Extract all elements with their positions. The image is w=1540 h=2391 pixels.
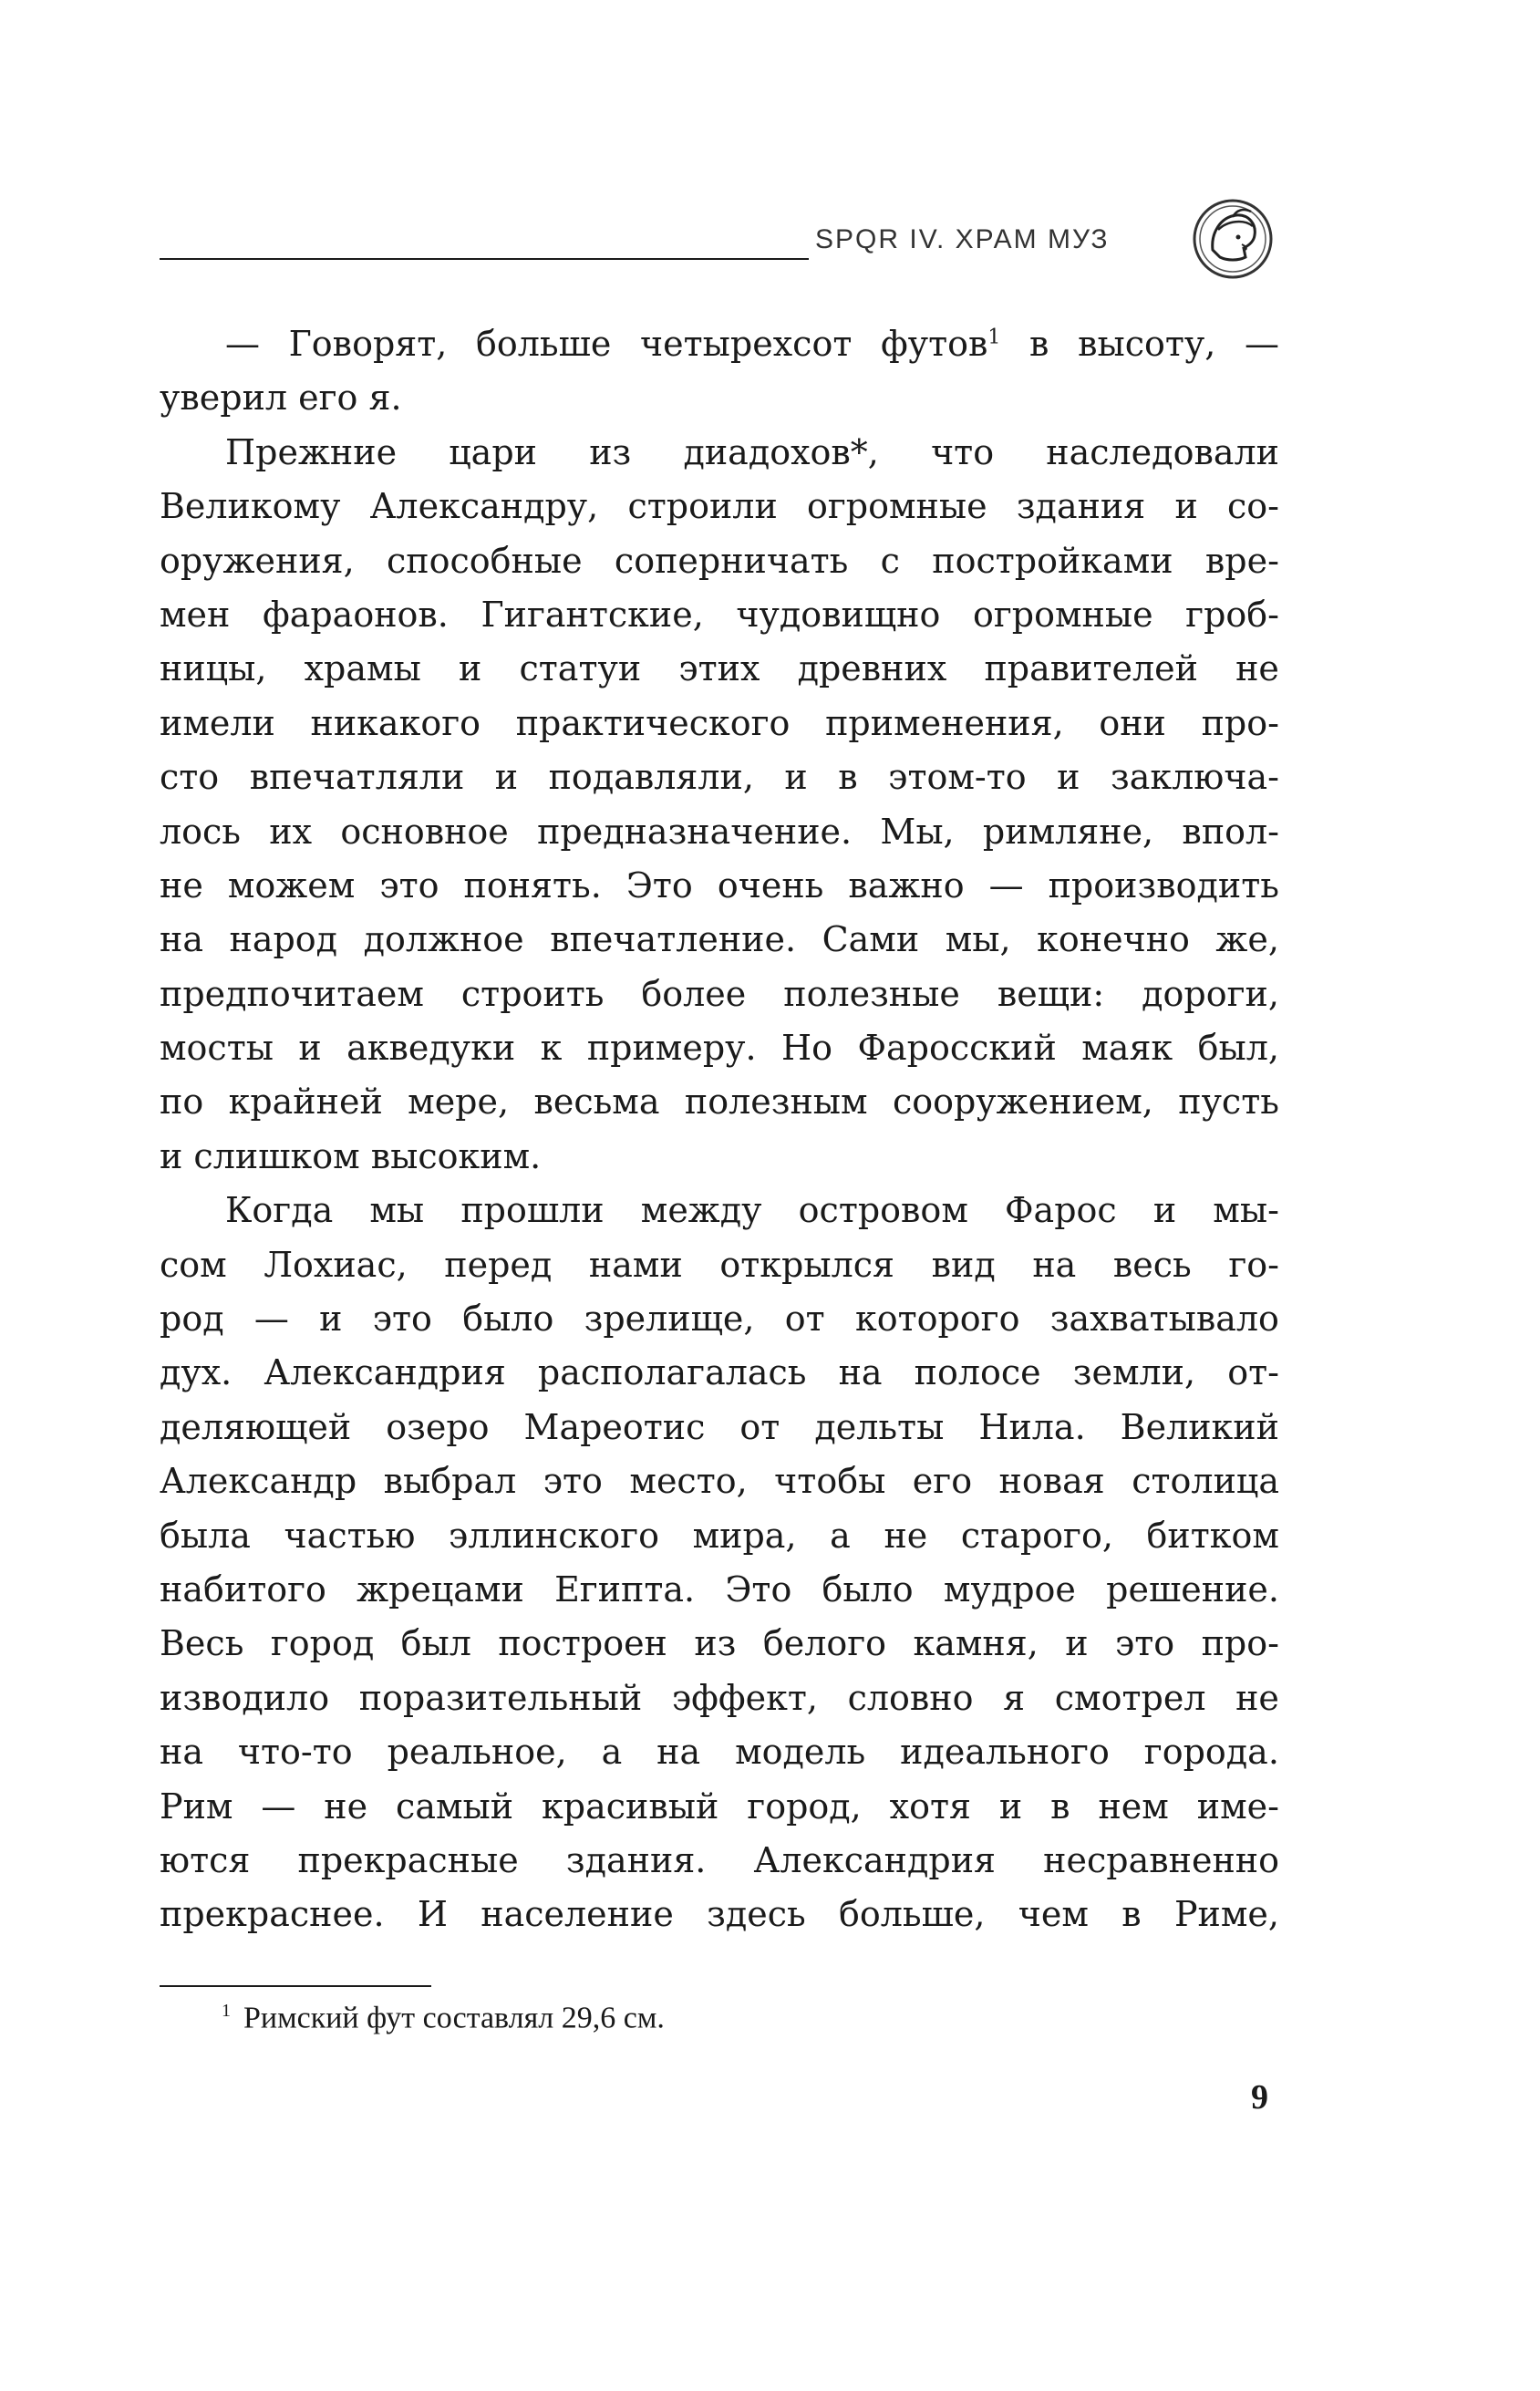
word: подавляли, — [548, 757, 754, 798]
word: идеального — [900, 1732, 1110, 1773]
word: здесь — [707, 1894, 806, 1935]
word: эллинского — [449, 1515, 659, 1556]
word: полезным — [684, 1082, 868, 1123]
text-line — [160, 1563, 1279, 1617]
word: они — [1099, 702, 1166, 743]
word: Великому — [160, 486, 341, 527]
text-line — [160, 1509, 1279, 1563]
text-line — [160, 1292, 1279, 1346]
word: хотя — [889, 1785, 971, 1827]
word: Риме, — [1173, 1894, 1279, 1935]
word: конечно — [1037, 919, 1190, 960]
word: гроб- — [1185, 594, 1279, 635]
word: вещи: — [997, 973, 1105, 1014]
word: земли, — [1072, 1352, 1196, 1393]
word: мы — [369, 1190, 425, 1231]
word: жрецами — [357, 1568, 524, 1610]
word: его — [912, 1461, 973, 1502]
word: И — [417, 1894, 448, 1935]
word: же, — [1215, 919, 1279, 960]
footnote — [222, 2001, 665, 2035]
word: статуи — [519, 648, 642, 689]
text-line — [160, 1130, 1279, 1184]
word: этом-то — [888, 757, 1027, 798]
word: а — [601, 1732, 623, 1773]
word: от — [784, 1299, 825, 1340]
word: столица — [1132, 1461, 1279, 1502]
word: Александру, — [369, 486, 599, 527]
word: мы, — [945, 919, 1011, 960]
word: про- — [1201, 1623, 1279, 1664]
word: не — [160, 864, 203, 906]
word: от — [739, 1406, 780, 1447]
text-line — [160, 805, 1279, 859]
word: чем — [1018, 1894, 1089, 1935]
word: весь — [1112, 1244, 1192, 1285]
text-line — [160, 480, 1279, 533]
word: поразительный — [358, 1677, 643, 1718]
word: диадохов*, — [683, 431, 879, 472]
word: город — [270, 1623, 375, 1664]
word: маяк — [1081, 1028, 1173, 1069]
word: Великий — [1120, 1406, 1279, 1447]
word: способные — [387, 540, 583, 581]
word: весьма — [533, 1082, 660, 1123]
word: римляне, — [982, 811, 1154, 852]
word: можем — [227, 864, 356, 906]
text-line — [160, 1184, 1279, 1237]
word: от- — [1227, 1352, 1279, 1393]
helmeted-head-medallion-icon — [1191, 197, 1275, 281]
word: в — [838, 757, 858, 798]
word: Египта. — [554, 1568, 696, 1610]
word: го- — [1228, 1244, 1279, 1285]
word: это — [543, 1461, 603, 1502]
word: Александрия — [264, 1352, 506, 1393]
word: чудовищно — [736, 594, 941, 635]
word: примеру. — [586, 1028, 757, 1069]
text-line — [160, 1401, 1279, 1454]
word: Мареотис — [523, 1406, 706, 1447]
word: прекрасные — [297, 1839, 519, 1880]
word: изводило — [160, 1677, 330, 1718]
word: захватывало — [1049, 1299, 1279, 1340]
word: сооружением, — [892, 1082, 1153, 1123]
word: мосты — [160, 1028, 274, 1069]
word: про- — [1201, 702, 1279, 743]
word: огромные — [972, 594, 1153, 635]
word: мере, — [408, 1082, 510, 1123]
word: предназначение. — [537, 811, 853, 852]
word: строить — [460, 973, 605, 1014]
word: несравненно — [1043, 1839, 1279, 1880]
word: Рим — [160, 1785, 233, 1827]
word: и — [319, 1299, 343, 1340]
word: сом — [160, 1244, 227, 1285]
text-line — [160, 371, 1279, 425]
word: и — [1065, 1623, 1089, 1664]
word: набитого — [160, 1568, 326, 1610]
word: Прежние — [225, 431, 398, 472]
word: был, — [1197, 1028, 1279, 1069]
word: было — [822, 1568, 914, 1610]
word: Александр — [160, 1461, 357, 1502]
main-text — [160, 317, 1279, 1942]
word: пусть — [1178, 1082, 1279, 1123]
word: мен — [160, 594, 231, 635]
text-line — [160, 859, 1279, 913]
text-line — [160, 1834, 1279, 1888]
word: словно — [847, 1677, 974, 1718]
word: битком — [1146, 1515, 1279, 1556]
word: древних — [797, 648, 947, 689]
word: дельты — [814, 1406, 945, 1447]
text-line-content: уверил его я. — [160, 378, 402, 419]
word: с — [880, 540, 900, 581]
word: мира, — [692, 1515, 797, 1556]
text-line — [160, 426, 1279, 480]
word: лось — [160, 811, 241, 852]
word: Александрия — [753, 1839, 996, 1880]
word: между — [640, 1190, 762, 1231]
word: открылся — [719, 1244, 894, 1285]
word: перед — [444, 1244, 553, 1285]
word: огромные — [807, 486, 987, 527]
word: не — [1235, 1677, 1279, 1718]
word: на — [160, 919, 203, 960]
word: практического — [515, 702, 791, 743]
word: Фаросский — [857, 1028, 1057, 1069]
word: зрелище, — [584, 1299, 755, 1340]
word: было — [462, 1299, 554, 1340]
word: род — [160, 1299, 224, 1340]
word: и — [458, 648, 482, 689]
word: прекраснее. — [160, 1894, 385, 1935]
word: — — [988, 864, 1024, 906]
word: впол- — [1182, 811, 1279, 852]
word: наследовали — [1046, 431, 1279, 472]
word: полезные — [783, 973, 960, 1014]
word: население — [481, 1894, 674, 1935]
word: Это — [725, 1568, 792, 1610]
word: это — [372, 1299, 432, 1340]
word: а — [830, 1515, 851, 1556]
text-line — [160, 1238, 1279, 1292]
word: и — [784, 757, 808, 798]
word: строили — [627, 486, 778, 527]
word: Сами — [822, 919, 920, 960]
word: я — [1003, 1677, 1026, 1718]
text-line — [160, 1454, 1279, 1508]
word: высоту, — [1078, 324, 1216, 364]
word: основное — [340, 811, 509, 852]
word: — — [225, 324, 260, 364]
word: островом — [798, 1190, 968, 1231]
word: храмы — [304, 648, 421, 689]
text-line — [160, 317, 1279, 371]
word: и — [298, 1028, 322, 1069]
text-line — [160, 1672, 1279, 1725]
word: реальное, — [387, 1732, 567, 1773]
word: красивый — [542, 1785, 719, 1827]
word: со- — [1227, 486, 1279, 527]
word: эффект, — [671, 1677, 818, 1718]
text-line — [160, 1075, 1279, 1129]
word: из — [694, 1623, 737, 1664]
word: модель — [735, 1732, 866, 1773]
word: в — [1029, 324, 1049, 364]
word: народ — [229, 919, 338, 960]
word: Весь — [160, 1623, 244, 1664]
word: впечатление. — [550, 919, 797, 960]
word: — — [261, 1785, 296, 1827]
word: место, — [629, 1461, 748, 1502]
text-line — [160, 1780, 1279, 1834]
word: здания — [1016, 486, 1146, 527]
word: их — [269, 811, 313, 852]
word: Но — [781, 1028, 833, 1069]
word: на — [1032, 1244, 1077, 1285]
word: Нила. — [978, 1406, 1086, 1447]
word: больше — [476, 324, 612, 364]
word: и — [998, 1785, 1023, 1827]
word: прошли — [460, 1190, 605, 1231]
word: старого, — [960, 1515, 1113, 1556]
word: располагалась — [537, 1352, 807, 1393]
word: деляющей — [160, 1406, 352, 1447]
word: применения, — [825, 702, 1064, 743]
word: решение. — [1106, 1568, 1279, 1610]
word: вид — [931, 1244, 996, 1285]
word: — — [253, 1299, 289, 1340]
word: более — [641, 973, 747, 1014]
word: это — [1114, 1623, 1175, 1664]
word: ются — [160, 1839, 251, 1880]
word: белого — [762, 1623, 886, 1664]
word: производить — [1048, 864, 1279, 906]
word: полосе — [914, 1352, 1041, 1393]
word: выбрал — [383, 1461, 517, 1502]
word: на — [656, 1732, 701, 1773]
word: из — [589, 431, 632, 472]
text-line — [160, 1888, 1279, 1941]
word: что-то — [237, 1732, 353, 1773]
footnote-rule — [160, 1985, 431, 1987]
word: Это — [625, 864, 693, 906]
word: не — [1235, 648, 1279, 689]
word: и — [1057, 757, 1080, 798]
footnote-reference: 1 — [987, 326, 1001, 349]
text-line — [160, 1617, 1279, 1671]
word: постройками — [932, 540, 1173, 581]
word: футов$^1$ — [881, 324, 1001, 364]
running-title: SPQR IV. ХРАМ МУЗ — [815, 224, 1110, 254]
word: камня, — [913, 1623, 1039, 1664]
word: не — [884, 1515, 928, 1556]
word: по — [160, 1082, 204, 1123]
word: чтобы — [774, 1461, 886, 1502]
word: Гигантские, — [481, 594, 704, 635]
word: фараонов. — [262, 594, 449, 635]
word: важно — [848, 864, 965, 906]
word: был — [400, 1623, 471, 1664]
word: города. — [1143, 1732, 1279, 1773]
text-line — [160, 534, 1279, 588]
word: Говорят, — [288, 324, 448, 364]
word: цари — [449, 431, 537, 472]
text-line — [160, 750, 1279, 804]
word: в — [1121, 1894, 1142, 1935]
text-line — [160, 968, 1279, 1021]
word: четырехсот — [640, 324, 853, 364]
footnote-marker: 1 — [222, 2001, 231, 2021]
text-line — [160, 588, 1279, 642]
word: здания. — [565, 1839, 707, 1880]
word: сто — [160, 757, 220, 798]
word: которого — [854, 1299, 1020, 1340]
word: самый — [396, 1785, 514, 1827]
word: никакого — [310, 702, 481, 743]
word: и — [494, 757, 519, 798]
word: озеро — [386, 1406, 490, 1447]
word: этих — [678, 648, 760, 689]
word: смотрел — [1054, 1677, 1206, 1718]
word: на — [838, 1352, 883, 1393]
word: Мы, — [880, 811, 955, 852]
word: понять. — [463, 864, 602, 906]
word: соперничать — [614, 540, 849, 581]
word: к — [540, 1028, 563, 1069]
word: в — [1050, 1785, 1070, 1827]
word: крайней — [228, 1082, 383, 1123]
text-line — [160, 1346, 1279, 1400]
word: акведуки — [346, 1028, 516, 1069]
word: мудрое — [943, 1568, 1076, 1610]
word: была — [160, 1515, 251, 1556]
word: дух. — [160, 1352, 233, 1393]
word: име- — [1196, 1785, 1279, 1827]
text-line — [160, 1021, 1279, 1075]
word: предпочитаем — [160, 973, 424, 1014]
word: Фарос — [1005, 1190, 1117, 1231]
word: это — [379, 864, 439, 906]
word: на — [160, 1732, 203, 1773]
word: заключа- — [1110, 757, 1279, 798]
footnote-text: Римский фут составлял 29,6 см. — [243, 2001, 665, 2035]
header-rule — [160, 258, 809, 260]
word: вре- — [1204, 540, 1279, 581]
word: построен — [498, 1623, 667, 1664]
text-line-content: и слишком высоким. — [160, 1135, 542, 1176]
word: должное — [363, 919, 524, 960]
word: впечатляли — [249, 757, 465, 798]
word: имели — [160, 702, 275, 743]
word: новая — [998, 1461, 1105, 1502]
text-line — [160, 642, 1279, 696]
word: нами — [588, 1244, 683, 1285]
word: мы- — [1213, 1190, 1279, 1231]
page-number: 9 — [1251, 2078, 1268, 2117]
word: нем — [1098, 1785, 1169, 1827]
word: частью — [284, 1515, 416, 1556]
text-line — [160, 913, 1279, 967]
word: Лохиас, — [264, 1244, 408, 1285]
word: оружения, — [160, 540, 355, 581]
word: Когда — [225, 1190, 334, 1231]
text-line — [160, 697, 1279, 750]
word: что — [931, 431, 995, 472]
word: дороги, — [1142, 973, 1279, 1014]
word: город, — [747, 1785, 862, 1827]
word: не — [324, 1785, 368, 1827]
word: ницы, — [160, 648, 267, 689]
word: — — [1245, 324, 1279, 364]
word: правителей — [984, 648, 1198, 689]
word: и — [1152, 1190, 1177, 1231]
word: больше, — [839, 1894, 986, 1935]
text-line — [160, 1725, 1279, 1779]
word: очень — [717, 864, 824, 906]
word: и — [1174, 486, 1198, 527]
